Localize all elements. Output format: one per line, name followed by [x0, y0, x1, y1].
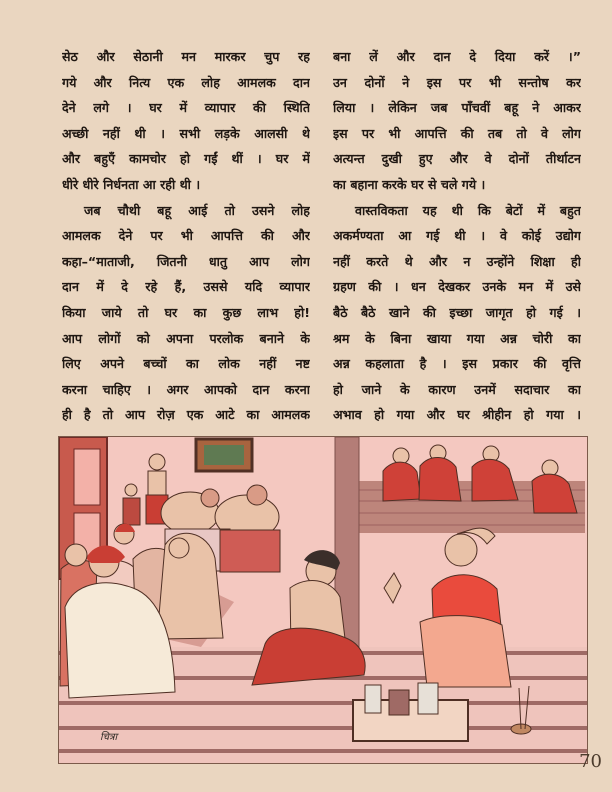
right-paragraph-1-line-2: उन दोनों ने इस पर भी सन्तोष कर — [333, 74, 581, 90]
left-paragraph-2-line-5: किया जाये तो घर का कुछ लाभ हो! — [62, 304, 310, 320]
right-paragraph-2-line-6: श्रम के बिना खाया गया अन्न चोरी का — [333, 330, 581, 346]
young-boy-left — [123, 484, 140, 525]
left-paragraph-2-line-7: लिए अपने बच्चों का लोक नहीं नष्ट — [62, 356, 310, 372]
right-paragraph-1-line-5: अत्यन्त दुखी हुए और वे दोनों तीर्थाटन — [333, 151, 581, 167]
page-number: 70 — [579, 751, 602, 772]
right-paragraph-1-line-1: बना लें और दान दे दिया करें ।” — [333, 49, 581, 64]
left-paragraph-1-line-4: अच्छी नहीं थी । सभी लड़के आलसी थे — [62, 125, 310, 141]
right-paragraph-1-line-3: लिया । लेकिन जब पाँचवीं बहू ने आकर — [333, 100, 581, 116]
right-text-column — [333, 44, 581, 428]
left-paragraph-1-line-3: देने लगे । घर में व्यापार की स्थिति — [62, 100, 310, 116]
left-paragraph-1-line-5: और बहुएँ कामचोर हो गईं थीं । घर में — [62, 151, 310, 167]
left-paragraph-2-line-2: आमलक देने पर भी आपत्ति की और — [62, 228, 310, 244]
right-paragraph-2-line-9: अभाव हो गया और घर श्रीहीन हो गया । — [333, 407, 581, 423]
left-paragraph-2-line-3: कहा–“माताजी, जितनी धातु आप लोग — [62, 253, 310, 269]
wall-picture-scene — [204, 445, 244, 465]
left-paragraph-2-line-4: दान में दे रहे हैं, उससे यदि व्यापार — [62, 279, 310, 295]
right-paragraph-2-line-5: बैठे बैठे खाने की इच्छा जागृत हो गई । — [333, 304, 581, 320]
left-paragraph-2-line-6: आप लोगों को अपना परलोक बनाने के — [62, 330, 310, 346]
left-paragraph-2-line-1: जब चौथी बहू आई तो उसने लोह — [84, 202, 310, 218]
left-paragraph-1-line-1: सेठ और सेठानी मन मारकर चुप रह — [62, 49, 310, 64]
illustrator-signature: चित्रा — [100, 732, 118, 743]
right-paragraph-2-line-7: अन्न कहलाता है । इस प्रकार की वृत्ति — [333, 356, 581, 372]
household-scene-illustration — [58, 436, 588, 764]
right-paragraph-1-line-6: का बहाना करके घर से चले गये । — [333, 176, 486, 192]
left-paragraph-1-line-6: धीरे धीरे निर्धनता आ रही थी । — [62, 176, 201, 192]
right-paragraph-2-line-3: नहीं करते थे और न उन्होंने शिक्षा ही — [333, 253, 581, 269]
left-paragraph-2-line-8: करना चाहिए । अगर आपको दान करना — [62, 381, 310, 397]
left-paragraph-1-line-2: गये और नित्य एक लोह आमलक दान — [62, 74, 310, 90]
right-paragraph-2-line-8: हो जाने के कारण उनमें सदाचार का — [333, 381, 581, 397]
right-paragraph-2-line-1: वास्तविकता यह थी कि बेटों में बहुत — [355, 202, 581, 218]
illustration-artwork — [59, 437, 587, 763]
left-paragraph-2-line-9: ही है तो आप रोज़ एक आटे का आमलक — [62, 407, 310, 423]
left-text-column — [62, 44, 310, 428]
right-paragraph-2-line-2: अकर्मण्यता आ गई थी । वे कोई उद्योग — [333, 228, 581, 244]
right-paragraph-1-line-4: इस पर भी आपत्ति की तब तो वे लोग — [333, 125, 581, 141]
right-paragraph-2-line-4: ग्रहण की । धन देखकर उनके मन में उसे — [333, 279, 581, 295]
door-panel-top — [74, 449, 100, 505]
